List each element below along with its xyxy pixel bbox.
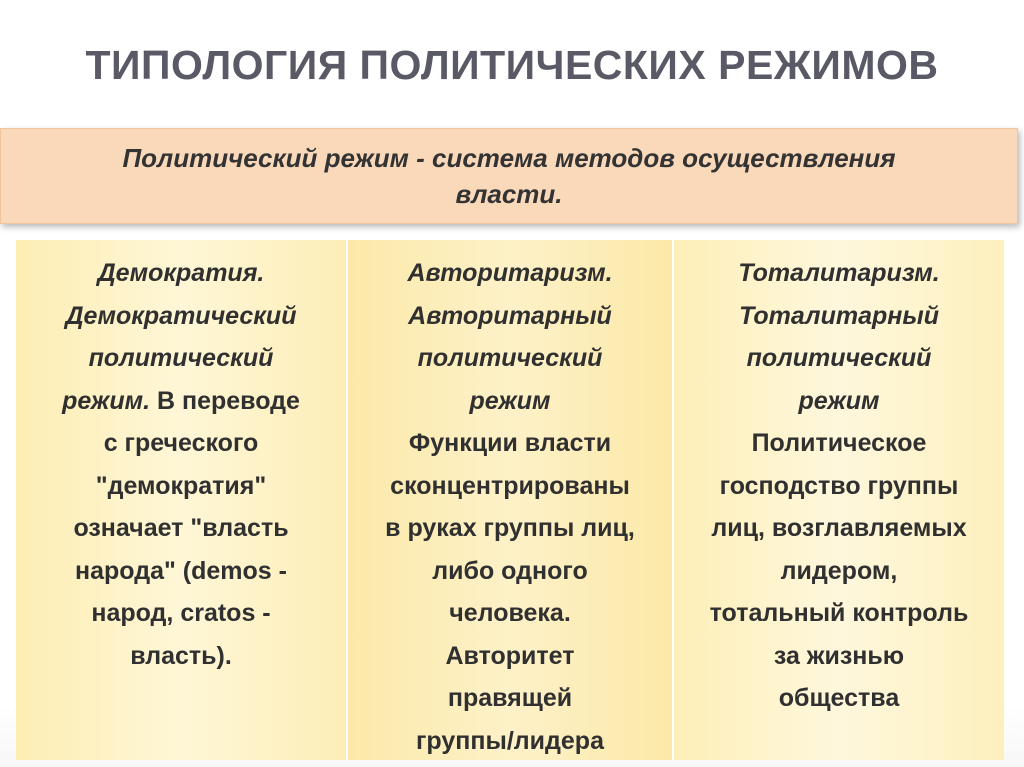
authoritarianism-body-7: правящей bbox=[447, 684, 573, 712]
definition-box bbox=[0, 128, 1018, 224]
authoritarianism-body-5: человека. bbox=[449, 599, 571, 627]
totalitarianism-body-1: Политическое bbox=[751, 429, 927, 457]
totalitarianism-heading-4: режим bbox=[798, 386, 880, 415]
totalitarianism-body-2: господство группы bbox=[719, 471, 959, 500]
democracy-heading-2: Демократический bbox=[65, 301, 297, 330]
totalitarianism-heading-3: политический bbox=[746, 344, 932, 372]
democracy-body-6: власть). bbox=[130, 641, 232, 670]
definition-text bbox=[29, 140, 989, 212]
democracy-mixed-line bbox=[16, 380, 346, 423]
authoritarianism-body-6: Авторитет bbox=[445, 641, 575, 670]
definition-line-1: Политический режим - система методов осуществления bbox=[122, 143, 896, 173]
democracy-body-0: В переводе bbox=[150, 386, 300, 415]
democracy-body-2: "демократия" bbox=[95, 471, 267, 500]
column-totalitarianism bbox=[674, 240, 1004, 760]
authoritarianism-body-8: группы/лидера bbox=[416, 726, 604, 755]
totalitarianism-body-4: лидером, bbox=[780, 556, 898, 585]
column-authoritarianism bbox=[348, 240, 674, 760]
democracy-body-3: означает "власть bbox=[73, 514, 289, 542]
authoritarianism-heading-1: Авторитаризм. bbox=[407, 259, 613, 287]
definition-line-2: власти. bbox=[455, 179, 563, 209]
totalitarianism-heading-1: Тоталитаризм. bbox=[738, 259, 940, 287]
totalitarianism-body-5: тотальный контроль bbox=[709, 599, 969, 627]
democracy-body-4: народа" (demos - bbox=[75, 556, 287, 585]
totalitarianism-body-7: общества bbox=[778, 684, 900, 712]
page-title: ТИПОЛОГИЯ ПОЛИТИЧЕСКИХ РЕЖИМОВ bbox=[85, 42, 939, 88]
democracy-heading-1: Демократия. bbox=[97, 259, 265, 287]
regime-columns bbox=[16, 240, 1004, 760]
democracy-body-5: народ, cratos - bbox=[91, 599, 271, 627]
totalitarianism-body-3: лиц, возглавляемых bbox=[711, 514, 967, 542]
authoritarianism-heading-3: политический bbox=[417, 344, 603, 372]
authoritarianism-body-4: либо одного bbox=[432, 556, 588, 585]
authoritarianism-heading-2: Авторитарный bbox=[408, 301, 612, 330]
totalitarianism-heading-2: Тоталитарный bbox=[739, 301, 939, 330]
authoritarianism-body-3: в руках группы лиц, bbox=[385, 514, 635, 542]
authoritarianism-heading-4: режим bbox=[469, 386, 551, 415]
column-democracy bbox=[16, 240, 348, 760]
democracy-heading-4: режим. bbox=[62, 386, 151, 415]
authoritarianism-body-1: Функции власти bbox=[408, 429, 612, 457]
democracy-body-1: с греческого bbox=[103, 429, 259, 457]
democracy-heading-3: политический bbox=[88, 344, 274, 372]
totalitarianism-body-6: за жизнью bbox=[773, 641, 905, 670]
authoritarianism-body-2: сконцентрированы bbox=[390, 471, 630, 500]
